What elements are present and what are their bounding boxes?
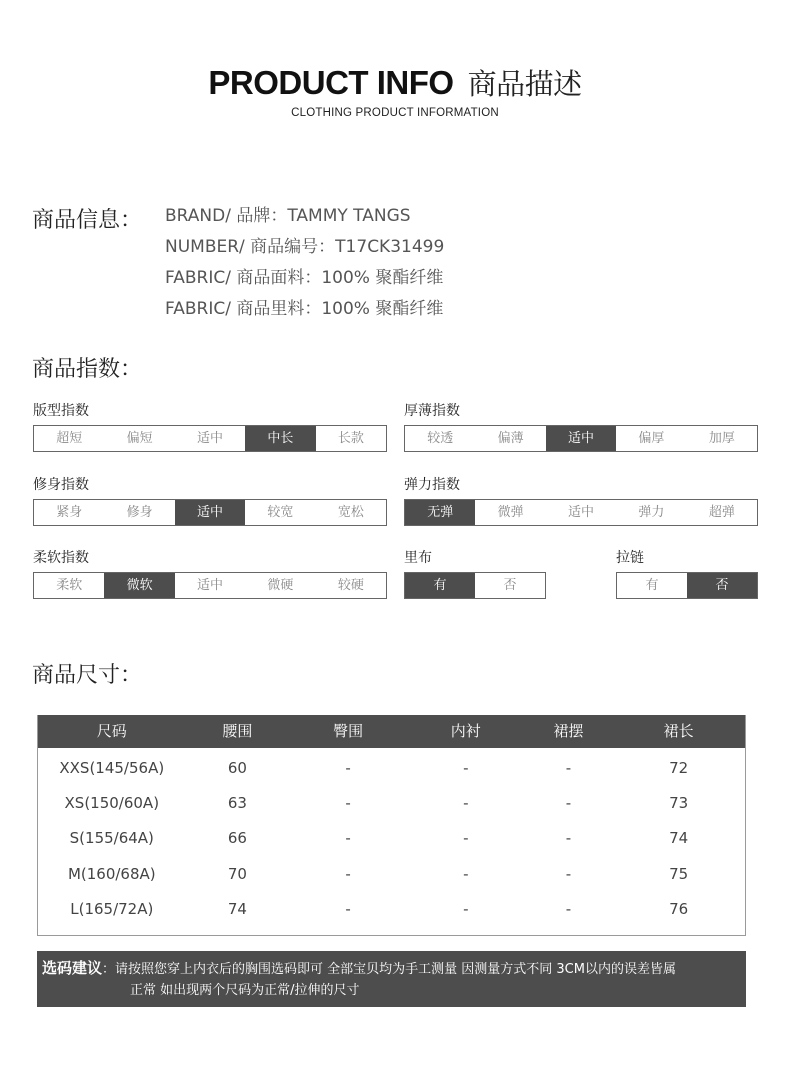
size-header-cell: 裙摆 [553,722,584,740]
table-cell: L(165/72A) [70,899,154,918]
table-cell: - [463,829,469,848]
table-cell: 66 [227,829,247,848]
index-option: 弹力 [616,500,686,525]
table-cell: M(160/68A) [67,864,156,883]
index-option: 偏薄 [475,426,545,451]
size-advice-banner [37,951,746,1007]
index-option: 较宽 [245,500,315,525]
index-title: 版型指数 [33,403,89,419]
index-option-selected: 适中 [175,500,245,525]
index-scale [33,425,387,452]
table-cell: - [565,864,572,883]
page-title [0,62,790,103]
size-table-body [38,748,745,935]
advice-text-1: ：请按照您穿上内衣后的胸围选码即可 全部宝贝均为手工测量 因测量方式不同 3CM以内的误差皆属 [102,962,676,977]
page-subtitle: CLOTHING PRODUCT INFORMATION [291,107,499,119]
index-option: 微硬 [245,573,315,598]
table-cell: - [565,794,572,813]
size-table [37,715,746,936]
index-option: 超短 [34,426,104,451]
index-option: 偏短 [104,426,174,451]
index-option: 超弹 [687,500,757,525]
table-cell: 63 [227,794,247,813]
index-option: 较硬 [316,573,386,598]
index-option: 微弹 [475,500,545,525]
index-scale [33,499,387,526]
index-option-selected: 否 [687,573,757,598]
advice-label: 选码建议 [42,959,103,977]
index-option: 偏厚 [616,426,686,451]
index-scale [404,425,758,452]
table-cell: 60 [227,759,247,777]
title-cn: 商品描述 [467,69,582,101]
size-header-cell: 腰围 [222,722,253,740]
index-option: 紧身 [34,500,104,525]
index-title: 修身指数 [33,477,89,493]
index-slim [33,476,387,526]
index-option: 适中 [175,573,245,598]
table-cell: 74 [669,829,689,848]
table-cell: 73 [669,794,689,813]
index-option: 宽松 [316,500,386,525]
table-cell: 75 [669,864,689,883]
table-row [38,857,745,892]
table-cell: 76 [669,899,689,918]
index-scale [33,572,387,599]
table-cell: - [463,864,469,883]
info-number: NUMBER/ 商品编号：T17CK31499 [165,237,445,257]
index-stretch [404,476,758,526]
indices-section-title: 商品指数： [32,357,143,382]
table-row [38,751,745,786]
table-cell: XXS(145/56A) [59,759,165,777]
index-option-selected: 微软 [104,573,174,598]
index-option: 有 [617,573,687,598]
index-softness [33,549,387,599]
index-scale [404,572,546,599]
index-option: 长款 [316,426,386,451]
table-cell: - [463,899,469,918]
table-cell: - [345,899,351,918]
page-header [0,62,790,119]
info-fabric-lining: FABRIC/ 商品里料：100% 聚酯纤维 [165,299,444,319]
index-option-selected: 适中 [546,426,616,451]
index-option-selected: 中长 [245,426,315,451]
table-cell: - [565,829,572,848]
size-header-cell: 裙长 [663,722,694,740]
index-title: 拉链 [616,550,644,566]
index-option-selected: 无弹 [405,500,475,525]
index-title: 厚薄指数 [404,403,460,419]
table-row [38,786,745,821]
index-scale [404,499,758,526]
table-cell: - [565,899,572,918]
title-en: PRODUCT INFO [208,64,454,101]
table-row [38,821,745,856]
index-option: 较透 [405,426,475,451]
table-cell: S(155/64A) [69,829,154,848]
index-option: 适中 [546,500,616,525]
index-option-selected: 有 [405,573,475,598]
index-option: 否 [475,573,545,598]
advice-text-2: 正常 如出现两个尺码为正常/拉伸的尺寸 [130,983,360,998]
index-option: 修身 [104,500,174,525]
size-section-title: 商品尺寸： [32,663,143,688]
table-cell: - [463,759,469,777]
table-cell: 74 [227,899,247,918]
index-scale [616,572,758,599]
index-title: 弹力指数 [404,477,460,493]
advice-line-1 [42,957,740,981]
size-header-cell: 内衬 [450,722,481,740]
table-cell: - [565,759,572,777]
index-fit [33,402,387,452]
index-option: 加厚 [687,426,757,451]
info-fabric-outer: FABRIC/ 商品面料：100% 聚酯纤维 [165,268,444,288]
index-title: 柔软指数 [33,550,89,566]
size-header-cell: 尺码 [96,722,127,740]
index-title: 里布 [404,550,432,566]
table-cell: 70 [227,864,247,883]
table-cell: - [463,794,469,813]
index-option: 柔软 [34,573,104,598]
table-cell: - [345,864,351,883]
table-cell: XS(150/60A) [64,794,160,813]
size-header-cell: 臀围 [333,722,364,740]
product-info-lines [165,205,444,329]
product-info-label: 商品信息： [32,208,143,233]
info-brand: BRAND/ 品牌：TAMMY TANGS [165,206,411,226]
table-cell: - [345,794,351,813]
table-row [38,892,745,927]
index-option: 适中 [175,426,245,451]
index-zipper [616,549,758,599]
index-thickness [404,402,758,452]
size-table-header [38,715,745,748]
table-cell: - [345,759,351,777]
table-cell: - [345,829,351,848]
index-lining [404,549,546,599]
table-cell: 72 [669,759,689,777]
